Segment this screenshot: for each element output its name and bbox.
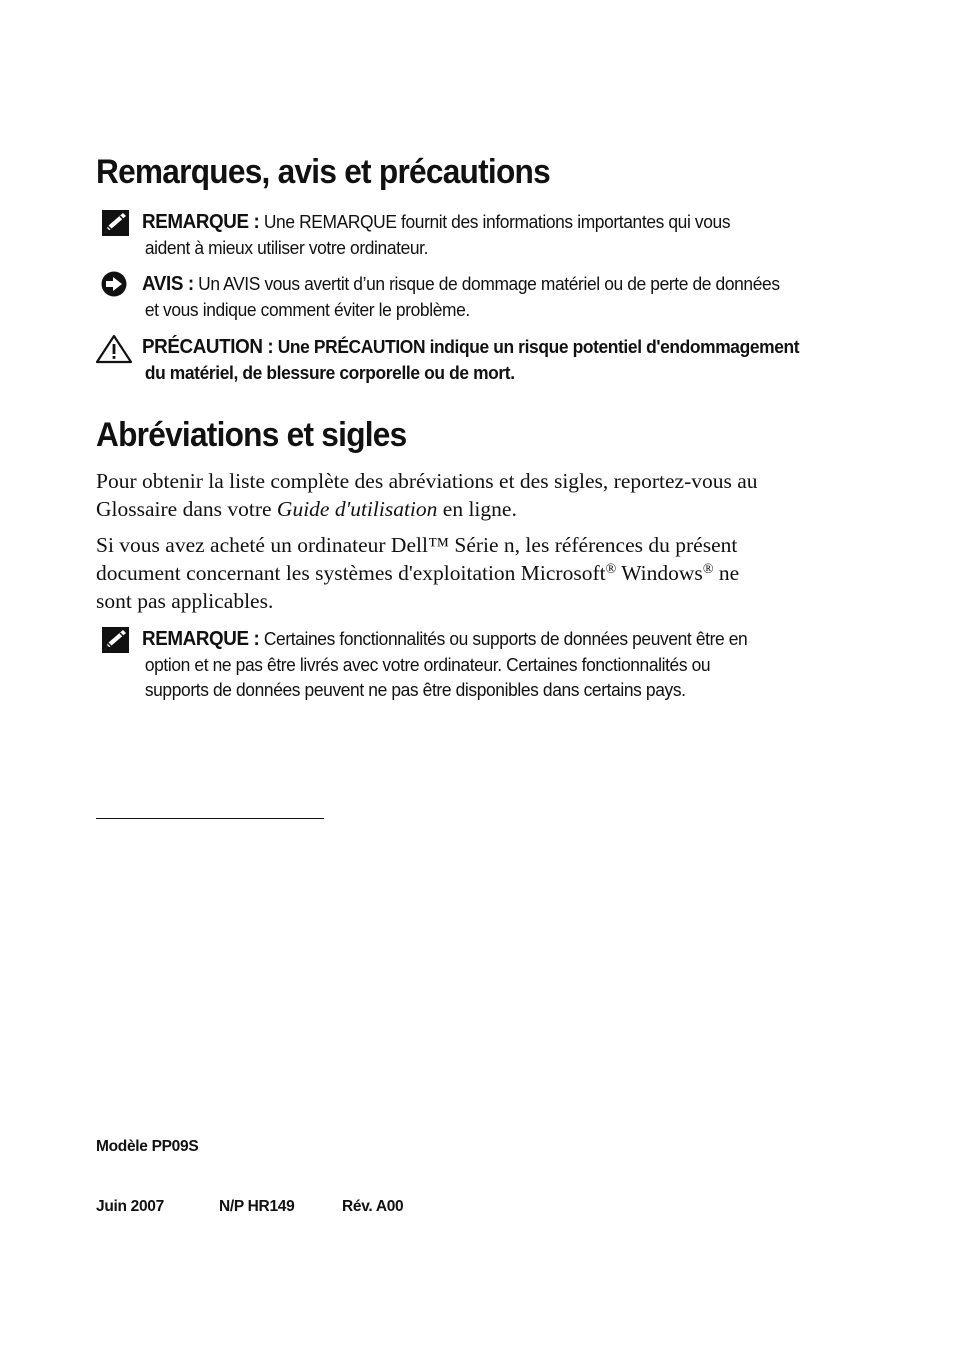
publication-date: Juin 2007 — [96, 1198, 164, 1215]
notice-line-2: et vous indique comment éviter le problème. — [144, 299, 470, 320]
notice-line-1: Un AVIS vous avertit d’un risque de dommage matériel ou de perte de données — [198, 273, 780, 294]
arrow-notice-icon — [96, 271, 132, 301]
revision: Rév. A00 — [342, 1198, 404, 1215]
series-n-line-3: sont pas applicables. — [96, 589, 274, 613]
warning-triangle-icon — [96, 334, 132, 364]
note-2-line-2: option et ne pas être livrés avec votre ordinateur. Certaines fonctionnalités ou — [144, 654, 711, 675]
divider-rule — [96, 818, 324, 819]
caution-lead: PRÉCAUTION : — [142, 336, 274, 358]
pencil-note-icon — [96, 209, 132, 239]
caution-line-1: Une PRÉCAUTION indique un risque potentiel d'endommagement — [277, 336, 800, 357]
notice-text — [142, 271, 800, 322]
series-n-line-2b: Windows — [621, 561, 703, 585]
note-2-text — [142, 626, 800, 702]
caution-line-2: du matériel, de blessure corporelle ou de mort. — [144, 362, 515, 383]
registered-mark: ® — [605, 562, 617, 577]
series-n-line-1: Si vous avez acheté un ordinateur Dell™ Série n, les références du présent — [96, 533, 738, 557]
notice-lead: AVIS : — [142, 273, 194, 295]
note-lead: REMARQUE : — [142, 211, 260, 233]
part-number: N/P HR149 — [219, 1198, 295, 1215]
section-title-abreviations: Abréviations et sigles — [96, 416, 407, 454]
note-2-line-1: Certaines fonctionnalités ou supports de données peuvent être en — [263, 628, 748, 649]
section-title-remarques: Remarques, avis et précautions — [96, 153, 550, 191]
note-line-1: Une REMARQUE fournit des informations importantes qui vous — [263, 211, 731, 232]
pencil-note-icon — [96, 626, 132, 656]
note-2-lead: REMARQUE : — [142, 628, 260, 650]
series-n-line-2a: document concernant les systèmes d'exploitation Microsoft — [96, 561, 606, 585]
series-n-line-2c: ne — [718, 561, 740, 585]
note-text — [142, 209, 800, 260]
series-n-paragraph — [96, 531, 816, 615]
glossary-text-b: Glossaire dans votre — [96, 497, 272, 521]
note-2-line-3: supports de données peuvent ne pas être disponibles dans certains pays. — [144, 679, 686, 700]
glossary-paragraph — [96, 467, 816, 523]
guide-title: Guide d'utilisation — [276, 497, 438, 521]
registered-mark: ® — [702, 562, 714, 577]
note-line-2: aident à mieux utiliser votre ordinateur. — [144, 237, 429, 258]
glossary-text-a: Pour obtenir la liste complète des abréviations et des sigles, reportez-vous au — [96, 469, 758, 493]
glossary-text-c: en ligne. — [442, 497, 517, 521]
caution-text — [142, 334, 800, 385]
model-number: Modèle PP09S — [96, 1138, 199, 1155]
